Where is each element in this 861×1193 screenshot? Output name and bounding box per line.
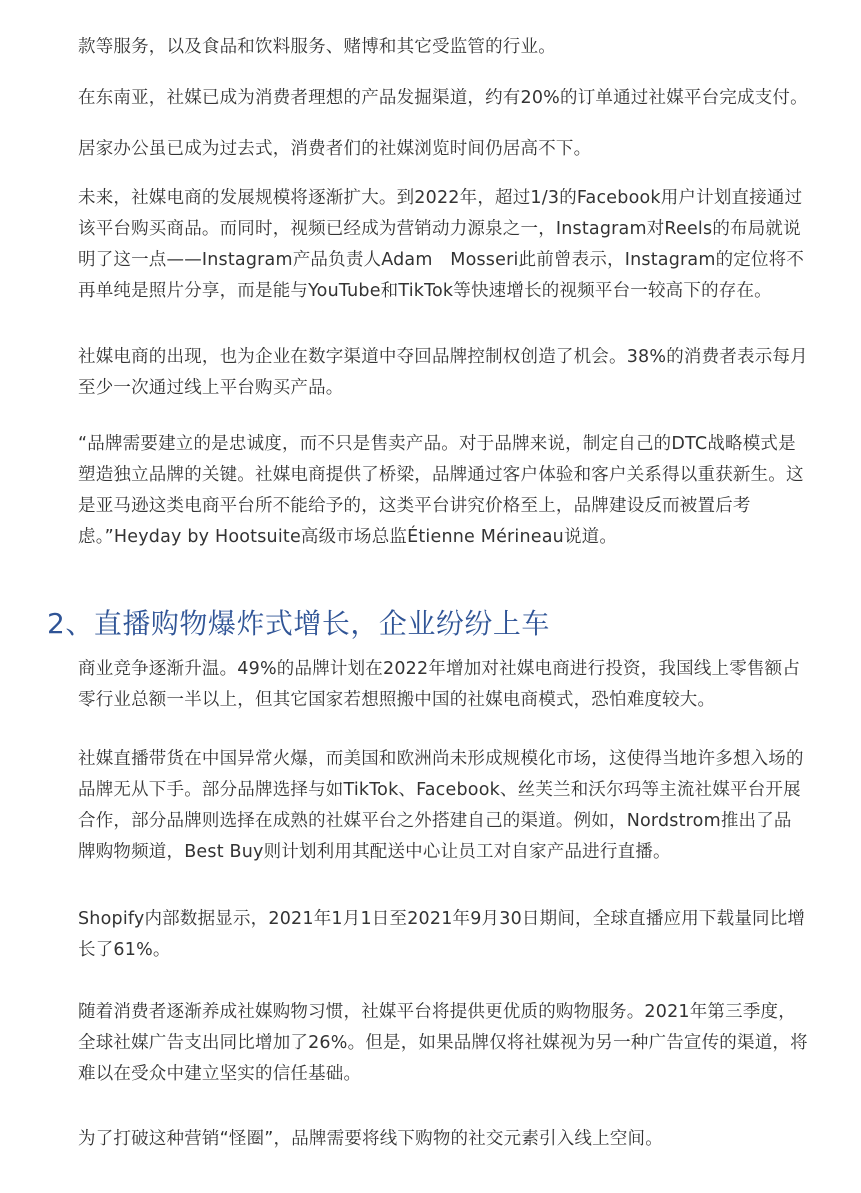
paragraph: 在东南亚，社媒已成为消费者理想的产品发掘渠道，约有20%的订单通过社媒平台完成支付。 xyxy=(78,88,808,108)
paragraph: 随着消费者逐渐养成社媒购物习惯，社媒平台将提供更优质的购物服务。2021年第三季度，全球社媒广告支出同比增加了26%。但是，如果品牌仅将社媒视为另一种广告宣传的渠道，将难以在受众中建立坚实的信任基础。 xyxy=(78,1002,808,1084)
paragraph: 未来，社媒电商的发展规模将逐渐扩大。到2022年，超过1/3的Facebook用户计划直接通过该平台购买商品。而同时，视频已经成为营销动力源泉之一，Instagram对Reels的布局就说明了这一点——Instagram产品负责人Adam Mosseri此前曾表示，Instagram的定位将不再单纯是照片分享，而是能与YouTube和TikTok等快速增长的视频平台一较高下的存在。 xyxy=(78,188,805,301)
paragraph: 款等服务，以及食品和饮料服务、赌博和其它受监管的行业。 xyxy=(78,37,556,57)
paragraph: 居家办公虽已成为过去式，消费者们的社媒浏览时间仍居高不下。 xyxy=(78,139,592,159)
paragraph: 社媒电商的出现，也为企业在数字渠道中夺回品牌控制权创造了机会。38%的消费者表示每月至少一次通过线上平台购买产品。 xyxy=(78,347,808,398)
paragraph: Shopify内部数据显示，2021年1月1日至2021年9月30日期间，全球直播应用下载量同比增长了61%。 xyxy=(78,909,806,960)
paragraph: 商业竞争逐渐升温。49%的品牌计划在2022年增加对社媒电商进行投资，我国线上零售额占零行业总额一半以上，但其它国家若想照搬中国的社媒电商模式，恐怕难度较大。 xyxy=(78,659,801,710)
paragraph: 社媒直播带货在中国异常火爆，而美国和欧洲尚未形成规模化市场，这使得当地许多想入场的品牌无从下手。部分品牌选择与如TikTok、Facebook、丝芙兰和沃尔玛等主流社媒平台开展合作，部分品牌则选择在成熟的社媒平台之外搭建自己的渠道。例如，Nordstrom推出了品牌购物频道，Best Buy则计划利用其配送中心让员工对自家产品进行直播。 xyxy=(78,749,804,862)
paragraph: 为了打破这种营销“怪圈”，品牌需要将线下购物的社交元素引入线上空间。 xyxy=(78,1129,663,1149)
quote-paragraph: “品牌需要建立的是忠诚度，而不只是售卖产品。对于品牌来说，制定自己的DTC战略模式是塑造独立品牌的关键。社媒电商提供了桥梁，品牌通过客户体验和客户关系得以重获新生。这是亚马逊这类电商平台所不能给予的，这类平台讲究价格至上，品牌建设反而被置后考虑。”Heyday by Hootsuite高级市场总监Étienne Mérineau说道。 xyxy=(78,434,804,547)
section-heading: 2、直播购物爆炸式增长，企业纷纷上车 xyxy=(47,607,550,640)
